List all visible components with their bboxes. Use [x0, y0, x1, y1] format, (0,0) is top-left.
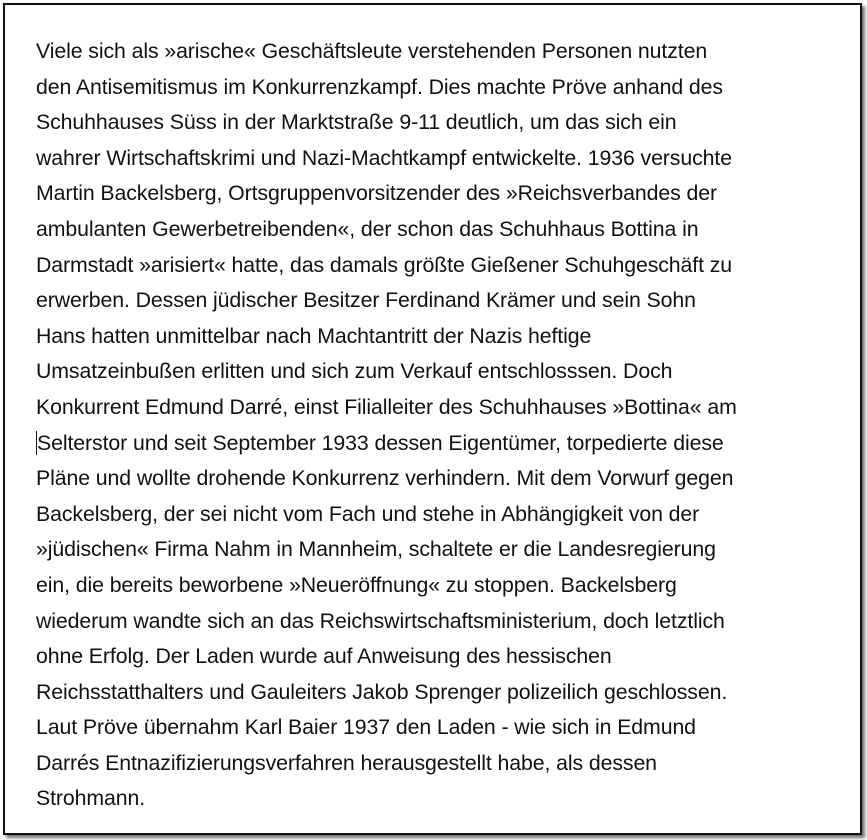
text-line: Laut Pröve übernahm Karl Baier 1937 den Laden - wie sich in Edmund — [36, 715, 696, 740]
text-line: Backelsberg, der sei nicht vom Fach und stehe in Abhängigkeit von der — [36, 501, 700, 526]
text-line: den Antisemitismus im Konkurrenzkampf. Dies machte Pröve anhand des — [36, 74, 723, 99]
text-line: ambulanten Gewerbetreibenden«, der schon das Schuhhaus Bottina in — [36, 216, 699, 241]
text-line: Konkurrent Edmund Darré, einst Filialleiter des Schuhhauses »Bottina« am — [36, 394, 737, 419]
text-line: Hans hatten unmittelbar nach Machtantritt der Nazis heftige — [36, 323, 592, 348]
text-line: erwerben. Dessen jüdischer Besitzer Ferdinand Krämer und sein Sohn — [36, 288, 696, 313]
text-line: ein, die bereits beworbene »Neueröffnung« zu stoppen. Backelsberg — [36, 572, 677, 597]
text-line: »jüdischen« Firma Nahm in Mannheim, schaltete er die Landesregierung — [36, 537, 716, 562]
text-line: wiederum wandte sich an das Reichswirtschaftsministerium, doch letztlich — [36, 608, 725, 633]
text-line: Umsatzeinbußen erlitten und sich zum Verkauf entschlosssen. Doch — [36, 359, 673, 384]
text-line: Viele sich als »arische« Geschäftsleute verstehenden Personen nutzten — [36, 39, 708, 63]
text-line: Darrés Entnazifizierungsverfahren herausgestellt habe, als dessen — [36, 750, 657, 775]
text-line: wahrer Wirtschaftskrimi und Nazi-Machtkampf entwickelte. 1936 versuchte — [36, 145, 732, 170]
text-line: Strohmann. — [36, 786, 146, 811]
text-line-with-caret — [36, 426, 836, 462]
text-line: Darmstadt »arisiert« hatte, das damals größte Gießener Schuhgeschäft zu — [36, 252, 733, 277]
text-block[interactable] — [36, 34, 836, 817]
text-line: Schuhhauses Süss in der Marktstraße 9-11 deutlich, um das sich ein — [36, 110, 677, 135]
text-line: Martin Backelsberg, Ortsgruppenvorsitzender des »Reichsverbandes der — [36, 181, 717, 206]
text-line: Reichsstatthalters und Gauleiters Jakob Sprenger polizeilich geschlossen. — [36, 679, 728, 704]
text-line: ohne Erfolg. Der Laden wurde auf Anweisung des hessischen — [36, 644, 612, 669]
text-line: Selterstor und seit September 1933 dessen Eigentümer, torpedierte diese — [37, 430, 724, 455]
text-line: Pläne und wollte drohende Konkurrenz verhindern. Mit dem Vorwurf gegen — [36, 466, 734, 491]
